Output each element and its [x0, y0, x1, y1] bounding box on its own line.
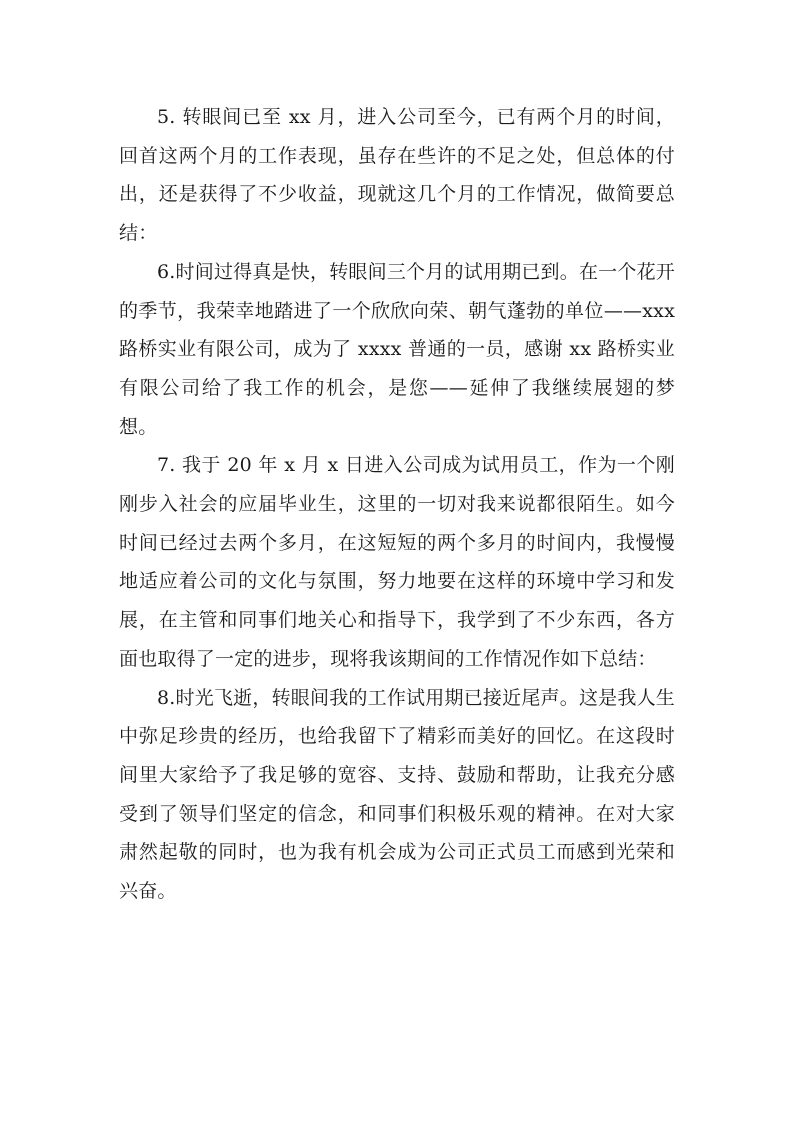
paragraph-7: 7. 我于 20 年 x 月 x 日进入公司成为试用员工，作为一个刚刚步入社会的应届毕业生，这里的一切对我来说都很陌生。如今时间已经过去两个多月，在这短短的两个多月的时间内，我慢慢地适应着公司的文化与氛围，努力地要在这样的环境中学习和发展，在主管和同事们地关心和指导下，我学到了不少东西，各方面也取得了一定的进步，现将我该期间的工作情况作如下总结： [119, 454, 675, 670]
paragraph-5: 5. 转眼间已至 xx 月，进入公司至今，已有两个月的时间，回首这两个月的工作表现，虽存在些许的不足之处，但总体的付出，还是获得了不少收益，现就这几个月的工作情况，做简要总结： [119, 106, 675, 245]
paragraph-6: 6.时间过得真是快，转眼间三个月的试用期已到。在一个花开的季节，我荣幸地踏进了一个欣欣向荣、朝气蓬勃的单位——xxx 路桥实业有限公司，成为了 xxxx 普通的一员，感谢 xx 路桥实业有限公司给了我工作的机会，是您——延伸了我继续展翅的梦想。 [119, 260, 675, 438]
document-body [119, 98, 675, 911]
paragraph-8: 8.时光飞逝，转眼间我的工作试用期已接近尾声。这是我人生中弥足珍贵的经历，也给我留下了精彩而美好的回忆。在这段时间里大家给予了我足够的宽容、支持、鼓励和帮助，让我充分感受到了领导们坚定的信念，和同事们积极乐观的精神。在对大家肃然起敬的同时，也为我有机会成为公司正式员工而感到光荣和兴奋。 [119, 686, 675, 903]
